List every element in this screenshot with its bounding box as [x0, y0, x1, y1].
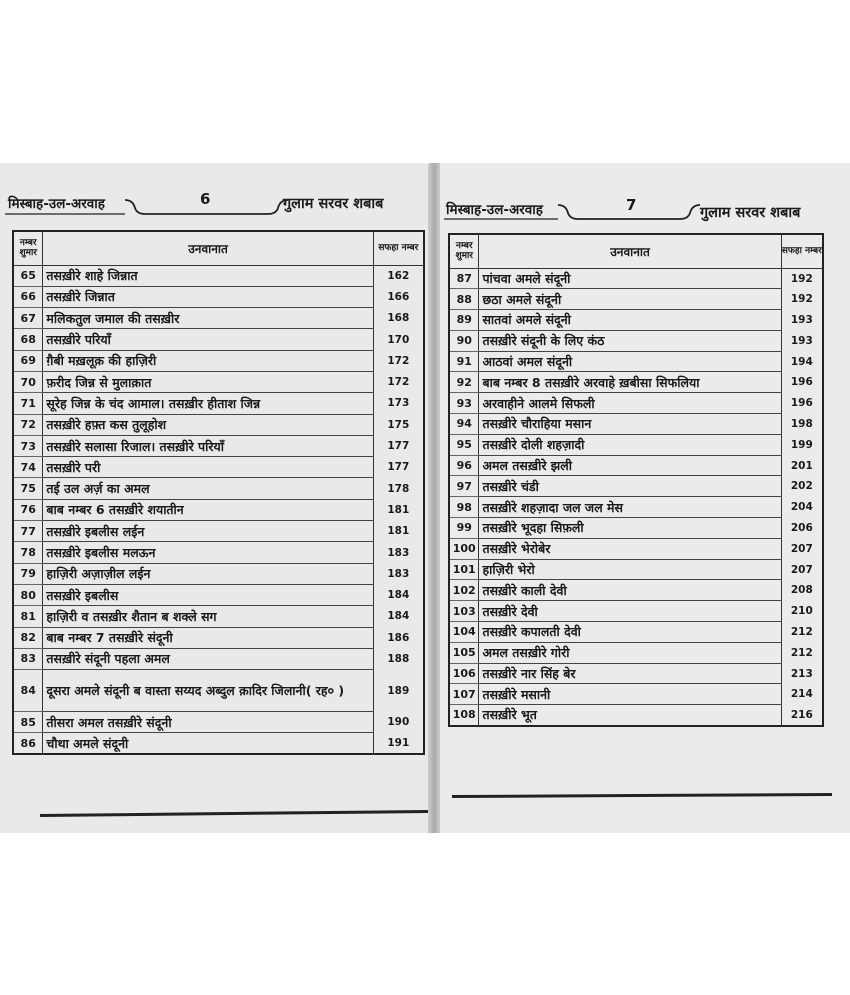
toc-row-page: 199	[781, 434, 823, 455]
right-header-frame	[440, 195, 850, 235]
toc-row-number: 103	[449, 601, 479, 622]
toc-row-page: 202	[781, 476, 823, 497]
toc-row-title: तसख़ीरे इबलीस	[43, 584, 373, 605]
toc-row-title: आठवां अमल संदूनी	[479, 351, 781, 372]
right-col-number-header: नम्बर शुमार	[449, 234, 479, 268]
left-col-title-header: उनवानात	[43, 231, 373, 265]
toc-row-page: 175	[373, 414, 424, 435]
toc-row-number: 75	[13, 478, 43, 499]
toc-row	[13, 414, 424, 435]
toc-row	[449, 289, 823, 310]
toc-row-title: तसख़ीरे परी	[43, 457, 373, 478]
toc-row-number: 87	[449, 268, 479, 289]
toc-row-title: सातवां अमले संदूनी	[479, 310, 781, 331]
toc-row-page: 196	[781, 372, 823, 393]
toc-row-number: 83	[13, 648, 43, 669]
toc-row-page: 196	[781, 393, 823, 414]
toc-row-title: तसख़ीरे शहज़ादा जल जल मेस	[479, 497, 781, 518]
left-header-frame	[0, 188, 430, 228]
toc-row	[449, 580, 823, 601]
toc-row	[449, 601, 823, 622]
toc-row	[449, 476, 823, 497]
toc-row-page: 212	[781, 622, 823, 643]
toc-row	[449, 705, 823, 726]
toc-row	[449, 663, 823, 684]
toc-row-page: 186	[373, 627, 424, 648]
toc-row-number: 89	[449, 310, 479, 331]
toc-row-title: तसख़ीरे भूत	[479, 705, 781, 726]
right-toc-table	[448, 233, 824, 727]
toc-row	[449, 684, 823, 705]
toc-row-number: 100	[449, 538, 479, 559]
toc-row-number: 78	[13, 542, 43, 563]
toc-row-title: तसख़ीरे नार सिंह बेर	[479, 663, 781, 684]
left-header-author: गुलाम सरवर शबाब	[283, 196, 384, 212]
toc-row-number: 80	[13, 584, 43, 605]
toc-row-number: 68	[13, 329, 43, 350]
toc-row-page: 181	[373, 521, 424, 542]
toc-row-title: ग़ैबी मख़लूक़ की हाज़िरी	[43, 350, 373, 371]
toc-row-page: 170	[373, 329, 424, 350]
toc-row-page: 208	[781, 580, 823, 601]
toc-row-number: 76	[13, 499, 43, 520]
toc-row-title: हाज़िरी अज़ाज़ील लईन	[43, 563, 373, 584]
toc-row	[13, 350, 424, 371]
toc-row	[13, 606, 424, 627]
toc-row-number: 91	[449, 351, 479, 372]
toc-row-title: तसख़ीरे परियाँ	[43, 329, 373, 350]
toc-row-number: 92	[449, 372, 479, 393]
toc-row-page: 198	[781, 414, 823, 435]
toc-row	[13, 478, 424, 499]
toc-row-page: 212	[781, 642, 823, 663]
toc-row-page: 183	[373, 563, 424, 584]
toc-row-page: 216	[781, 705, 823, 726]
toc-row	[13, 329, 424, 350]
toc-row-page: 184	[373, 606, 424, 627]
toc-row-page: 210	[781, 601, 823, 622]
toc-row	[449, 559, 823, 580]
toc-row-page: 166	[373, 286, 424, 307]
toc-row-number: 94	[449, 414, 479, 435]
toc-row-title: तसख़ीरे चंडी	[479, 476, 781, 497]
toc-row-number: 65	[13, 265, 43, 286]
toc-row-page: 168	[373, 308, 424, 329]
left-header-book-title: मिस्बाह-उल-अरवाह	[8, 196, 105, 212]
toc-row	[13, 435, 424, 456]
toc-row-number: 85	[13, 712, 43, 733]
toc-row-number: 73	[13, 435, 43, 456]
toc-row-title: अमल तसख़ीरे गोरी	[479, 642, 781, 663]
toc-row-number: 107	[449, 684, 479, 705]
toc-row	[13, 627, 424, 648]
toc-row	[449, 642, 823, 663]
toc-row	[13, 393, 424, 414]
toc-row-title: तसख़ीरे दोली शहज़ादी	[479, 434, 781, 455]
toc-row-page: 172	[373, 371, 424, 392]
toc-row-page: 193	[781, 310, 823, 331]
toc-row	[449, 393, 823, 414]
toc-row-number: 79	[13, 563, 43, 584]
toc-row-title: पांचवा अमले संदूनी	[479, 268, 781, 289]
toc-row-title: फ़रीद जिन्न से मुलाक़ात	[43, 371, 373, 392]
toc-row-number: 70	[13, 371, 43, 392]
toc-row-page: 172	[373, 350, 424, 371]
toc-row-number: 82	[13, 627, 43, 648]
toc-row-title: तसख़ीरे संदूनी के लिए कंठ	[479, 330, 781, 351]
toc-row-title: तसख़ीरे शाहे जिन्नात	[43, 265, 373, 286]
toc-row-number: 67	[13, 308, 43, 329]
toc-row	[13, 733, 424, 754]
toc-row-number: 95	[449, 434, 479, 455]
toc-row	[449, 310, 823, 331]
toc-row	[449, 538, 823, 559]
toc-row-number: 102	[449, 580, 479, 601]
toc-row	[449, 268, 823, 289]
toc-row-page: 188	[373, 648, 424, 669]
toc-row	[449, 414, 823, 435]
toc-row-page: 201	[781, 455, 823, 476]
toc-row-number: 71	[13, 393, 43, 414]
toc-row	[13, 712, 424, 733]
toc-row-title: तसख़ीरे भेरोबेर	[479, 538, 781, 559]
toc-row-number: 77	[13, 521, 43, 542]
toc-row-title: तसख़ीरे भूदहा सिफ़ली	[479, 518, 781, 539]
toc-row-page: 177	[373, 457, 424, 478]
toc-row-page: 183	[373, 542, 424, 563]
left-header-page-number: 6	[200, 190, 211, 208]
toc-row-title: बाब नम्बर 6 तसख़ीरे शयातीन	[43, 499, 373, 520]
toc-row-number: 97	[449, 476, 479, 497]
toc-row-page: 193	[781, 330, 823, 351]
toc-row-number: 72	[13, 414, 43, 435]
toc-row-page: 190	[373, 712, 424, 733]
toc-row	[449, 330, 823, 351]
toc-row-number: 101	[449, 559, 479, 580]
toc-row-page: 177	[373, 435, 424, 456]
toc-row-page: 191	[373, 733, 424, 754]
toc-row-title: तसख़ीरे कपालती देवी	[479, 622, 781, 643]
toc-row-title: हाज़िरी व तसख़ीर शैतान ब शक्ले सग	[43, 606, 373, 627]
toc-row-number: 88	[449, 289, 479, 310]
toc-row-title: तसख़ीरे देवी	[479, 601, 781, 622]
toc-row-title: तई उल अर्ज़ का अमल	[43, 478, 373, 499]
toc-row-title: तसख़ीरे काली देवी	[479, 580, 781, 601]
toc-row	[13, 286, 424, 307]
toc-row-title: तसख़ीरे मसानी	[479, 684, 781, 705]
toc-row-number: 96	[449, 455, 479, 476]
toc-row	[13, 457, 424, 478]
toc-row	[13, 648, 424, 669]
toc-row	[13, 521, 424, 542]
toc-row-page: 204	[781, 497, 823, 518]
toc-row-page: 189	[373, 670, 424, 712]
toc-row-page: 178	[373, 478, 424, 499]
toc-row-title: दूसरा अमले संदूनी ब वास्ता सय्यद अब्दुल क़ादिर जिलानी( रह० )	[43, 670, 373, 712]
left-col-page-header: सफहा नम्बर	[373, 231, 424, 265]
toc-row-page: 184	[373, 584, 424, 605]
toc-row	[449, 372, 823, 393]
toc-row-page: 194	[781, 351, 823, 372]
toc-row	[449, 622, 823, 643]
toc-row	[449, 455, 823, 476]
toc-row-title: सूरेह जिन्न के चंद आमाल। तसख़ीर हीताश जिन्न	[43, 393, 373, 414]
toc-row	[13, 584, 424, 605]
right-col-title-header: उनवानात	[479, 234, 781, 268]
left-col-number-header: नम्बर शुमार	[13, 231, 43, 265]
left-toc-header-row	[13, 231, 424, 265]
toc-row	[13, 670, 424, 712]
right-header-book-title: मिस्बाह-उल-अरवाह	[446, 202, 543, 218]
toc-row-number: 93	[449, 393, 479, 414]
toc-row-title: मलिकतुल जमाल की तसख़ीर	[43, 308, 373, 329]
toc-row-number: 106	[449, 663, 479, 684]
toc-row-number: 81	[13, 606, 43, 627]
toc-row-title: हाज़िरी भेरो	[479, 559, 781, 580]
toc-row-number: 69	[13, 350, 43, 371]
left-toc-table	[12, 230, 425, 755]
toc-row-title: अमल तसख़ीरे झली	[479, 455, 781, 476]
toc-row-number: 86	[13, 733, 43, 754]
toc-row-number: 99	[449, 518, 479, 539]
toc-row-number: 74	[13, 457, 43, 478]
toc-row-page: 206	[781, 518, 823, 539]
toc-row-number: 90	[449, 330, 479, 351]
toc-row	[13, 563, 424, 584]
toc-row-title: तसख़ीरे हफ़्त कस तुलूहोश	[43, 414, 373, 435]
toc-row-page: 214	[781, 684, 823, 705]
toc-row-page: 192	[781, 289, 823, 310]
toc-row-title: छठा अमले संदूनी	[479, 289, 781, 310]
toc-row-page: 207	[781, 559, 823, 580]
toc-row	[449, 518, 823, 539]
toc-row	[449, 497, 823, 518]
toc-row-page: 173	[373, 393, 424, 414]
toc-row-title: तसख़ीरे जिन्नात	[43, 286, 373, 307]
toc-row-page: 213	[781, 663, 823, 684]
toc-row-page: 207	[781, 538, 823, 559]
toc-row-number: 105	[449, 642, 479, 663]
toc-row-title: बाब नम्बर 8 तसख़ीरे अरवाहे ख़बीसा सिफलिया	[479, 372, 781, 393]
toc-row-number: 104	[449, 622, 479, 643]
toc-row-title: बाब नम्बर 7 तसख़ीरे संदूनी	[43, 627, 373, 648]
right-col-page-header: सफहा नम्बर	[781, 234, 823, 268]
toc-row	[13, 265, 424, 286]
toc-row-title: तसख़ीरे इबलीस लईन	[43, 521, 373, 542]
toc-row-title: अरवाहीने आलमे सिफली	[479, 393, 781, 414]
toc-row-title: चौथा अमले संदूनी	[43, 733, 373, 754]
toc-row-page: 162	[373, 265, 424, 286]
toc-row-page: 181	[373, 499, 424, 520]
toc-row	[449, 351, 823, 372]
toc-row-number: 84	[13, 670, 43, 712]
toc-row-title: तीसरा अमल तसख़ीरे संदूनी	[43, 712, 373, 733]
toc-row-page: 192	[781, 268, 823, 289]
toc-row-title: तसख़ीरे चौराहिया मसान	[479, 414, 781, 435]
toc-row	[13, 371, 424, 392]
toc-row	[13, 308, 424, 329]
toc-row	[13, 542, 424, 563]
toc-row-number: 98	[449, 497, 479, 518]
toc-row-title: तसख़ीरे इबलीस मलऊन	[43, 542, 373, 563]
right-header-page-number: 7	[626, 196, 637, 214]
right-header-author: गुलाम सरवर शबाब	[700, 205, 801, 221]
toc-row-title: तसख़ीरे सलासा रिजाल। तसख़ीरे परियाँ	[43, 435, 373, 456]
right-toc-header-row	[449, 234, 823, 268]
toc-row	[13, 499, 424, 520]
toc-row-number: 108	[449, 705, 479, 726]
toc-row-title: तसख़ीरे संदूनी पहला अमल	[43, 648, 373, 669]
toc-row	[449, 434, 823, 455]
toc-row-number: 66	[13, 286, 43, 307]
